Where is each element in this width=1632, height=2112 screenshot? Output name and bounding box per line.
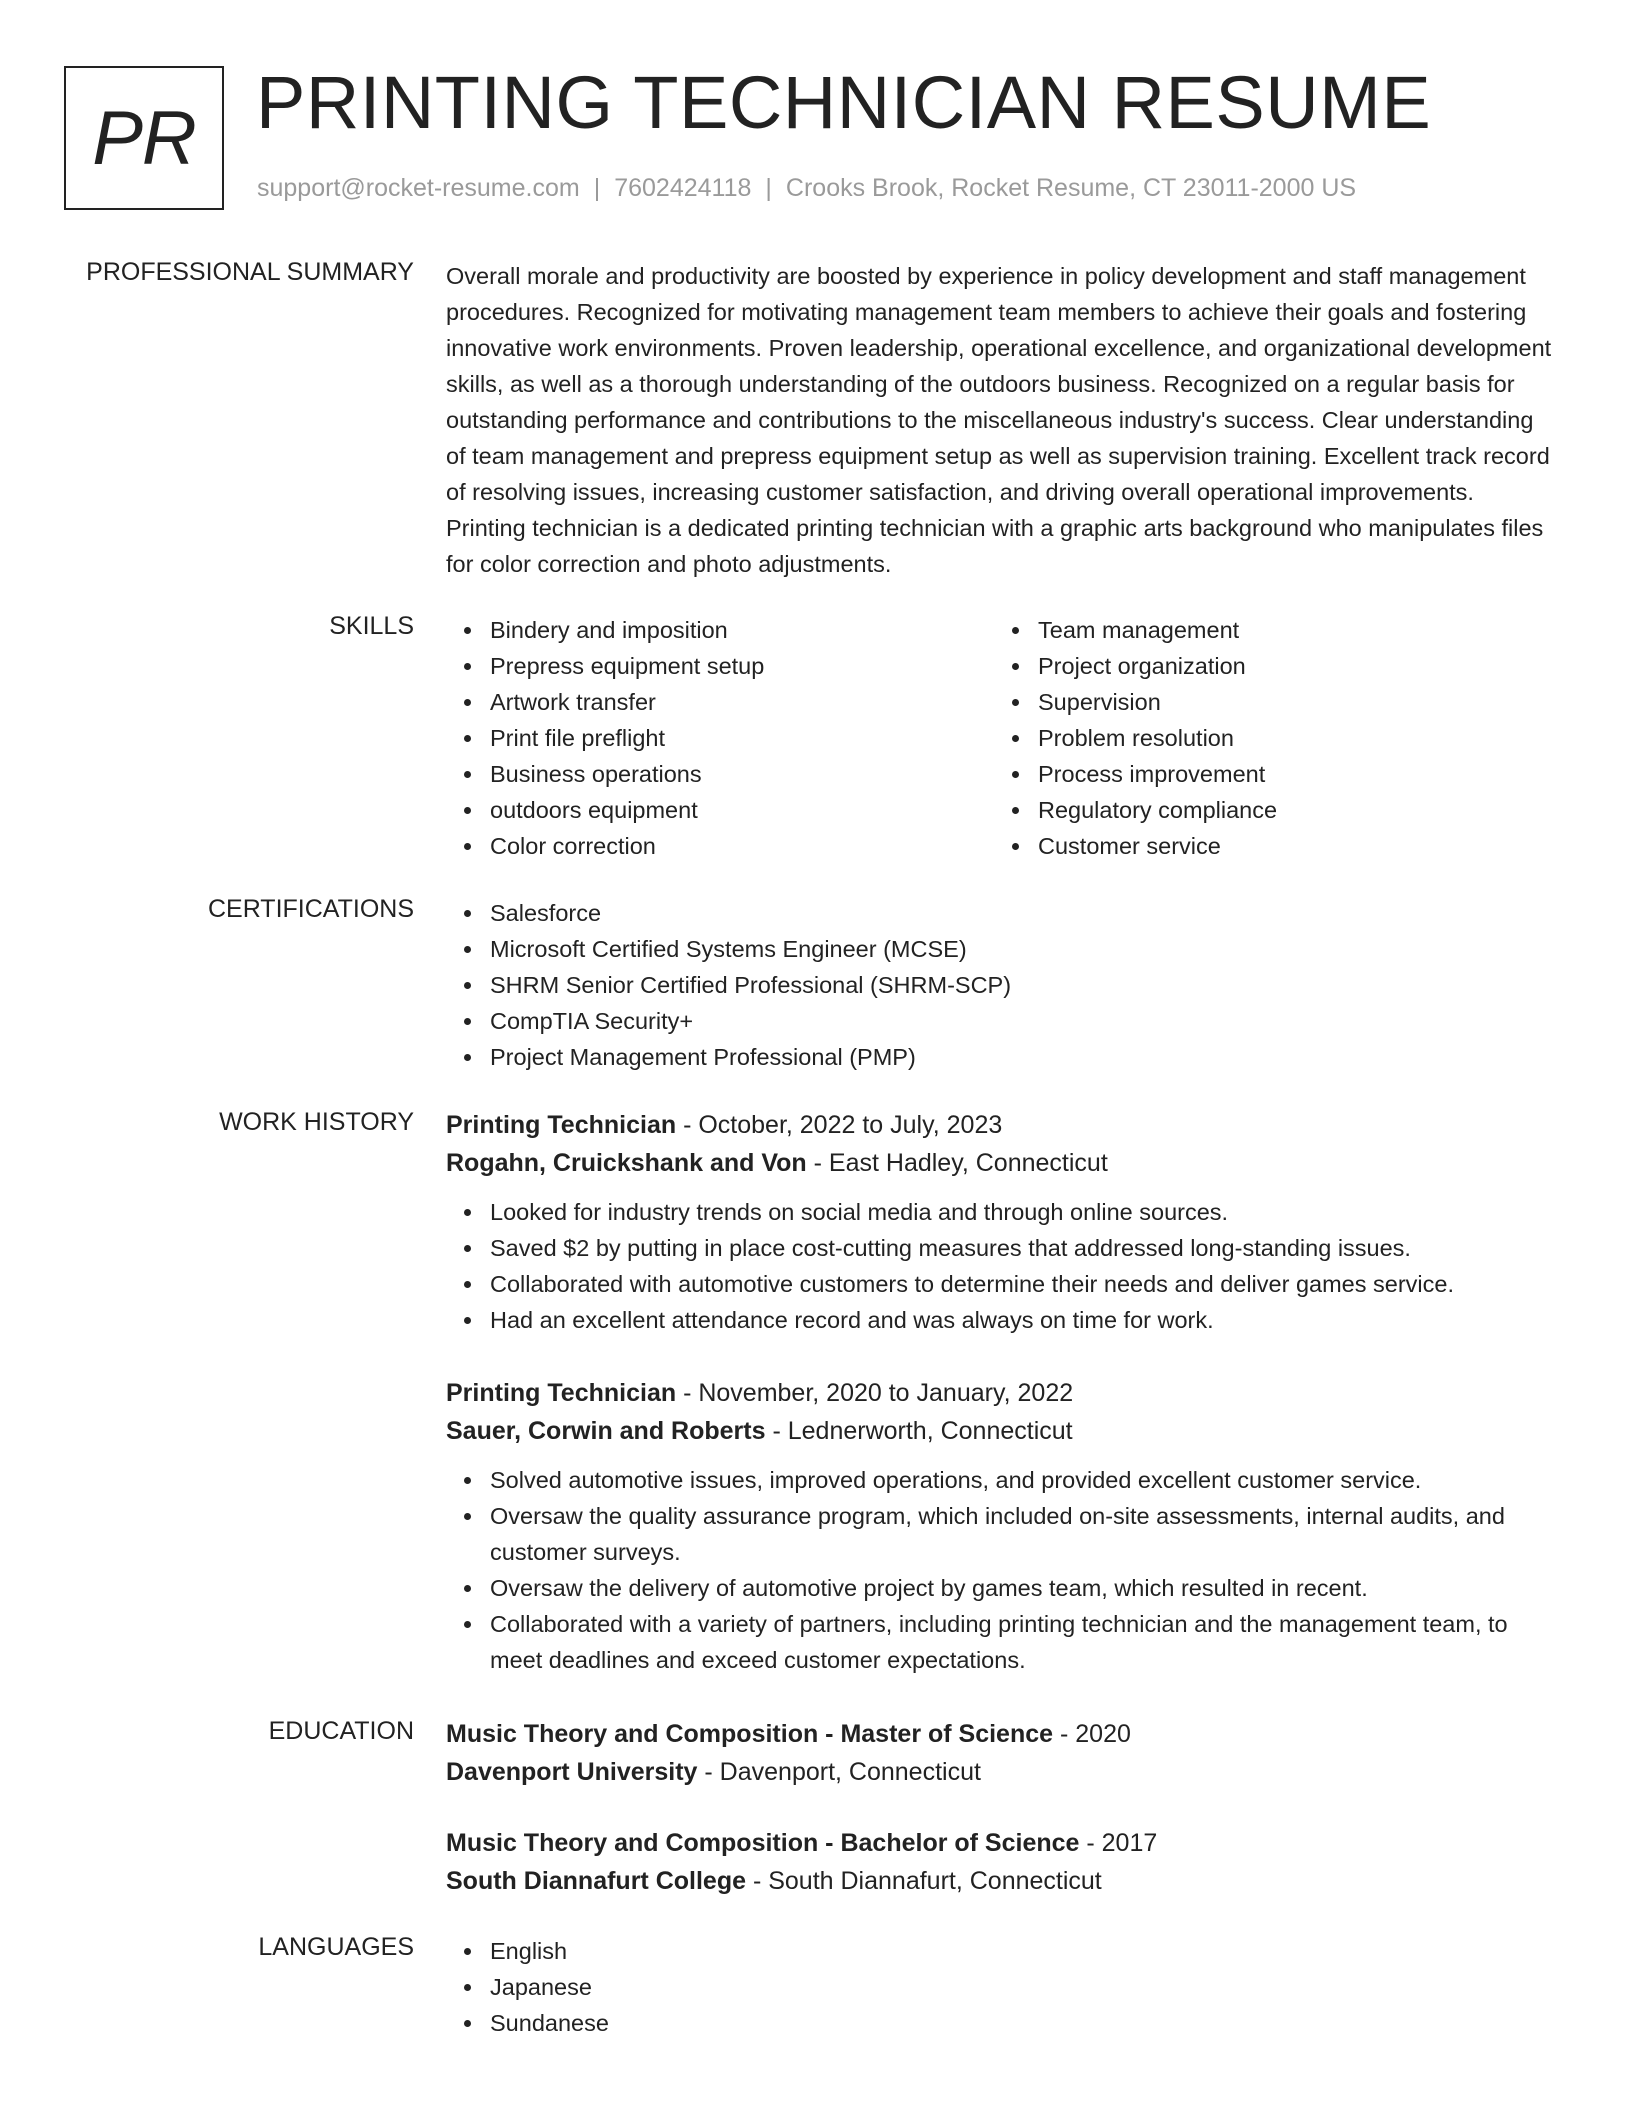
education-heading [446,1824,1556,1862]
list-item: Customer service [994,828,1542,864]
job-heading [446,1374,1556,1412]
list-item: Project organization [994,648,1542,684]
list-item: Japanese [446,1969,1556,2005]
list-item: Looked for industry trends on social media and through online sources. [446,1194,1556,1230]
skills-columns [446,612,1556,864]
job-bullets [446,1462,1556,1678]
list-item: Prepress equipment setup [446,648,994,684]
languages-body [446,1933,1556,2041]
education-school-line [446,1862,1556,1900]
job-company: Sauer, Corwin and Roberts [446,1417,766,1445]
contact-address: Crooks Brook, Rocket Resume, CT 23011-2000 US [785,174,1357,202]
list-item: Bindery and imposition [446,612,994,648]
job-dates: - November, 2020 to January, 2022 [676,1379,1074,1407]
list-item: SHRM Senior Certified Professional (SHRM-SCP) [446,967,1556,1003]
list-item: Problem resolution [994,720,1542,756]
education-school-line [446,1753,1556,1791]
job-entry [446,1106,1556,1338]
education-entry [446,1715,1556,1791]
list-item: Project Management Professional (PMP) [446,1039,1556,1075]
job-company: Rogahn, Cruickshank and Von [446,1149,807,1177]
list-item: Artwork transfer [446,684,994,720]
list-item: Process improvement [994,756,1542,792]
contact-separator: | [765,174,772,202]
contact-separator: | [593,174,601,202]
section-label-education: EDUCATION [268,1717,414,1745]
job-dates: - October, 2022 to July, 2023 [676,1111,1003,1139]
summary-text: Overall morale and productivity are boosted by experience in policy development and staff management procedures. Recognized for motivating management team members to achieve their goals and fostering innovative work environments. Proven leadership, operational excellence, and organizational development skills, as well as a thorough understanding of the outdoors business. Recognized on a regular basis for outstanding performance and contributions to the miscellaneous industry's success. Clear understanding of team management and prepress equipment setup as well as supervision training. Excellent track record of resolving issues, increasing customer satisfaction, and driving overall operational improvements. Printing technician is a dedicated printing technician with a graphic arts background who manipulates files for color correction and photo adjustments. [446,263,1552,577]
list-item: outdoors equipment [446,792,994,828]
certifications-list [446,895,1556,1075]
education-school: Davenport University [446,1758,698,1786]
education-degree: Music Theory and Composition - Master of Science [446,1720,1054,1748]
section-label-languages: LANGUAGES [258,1933,414,1961]
section-label-skills: SKILLS [329,612,414,640]
list-item: Business operations [446,756,994,792]
education-year: - 2017 [1079,1829,1158,1857]
contact-line [257,174,1356,203]
education-entry [446,1824,1556,1900]
list-item: Print file preflight [446,720,994,756]
section-label-summary: PROFESSIONAL SUMMARY [86,258,414,286]
contact-phone[interactable]: 7602424118 [614,174,752,202]
job-location: - East Hadley, Connecticut [806,1149,1108,1177]
list-item: Salesforce [446,895,1556,931]
job-entry [446,1374,1556,1678]
languages-list [446,1933,1556,2041]
list-item: Solved automotive issues, improved operations, and provided excellent customer service. [446,1462,1556,1498]
monogram-initials: PR [92,95,196,181]
list-item: Microsoft Certified Systems Engineer (MCSE) [446,931,1556,967]
job-title: Printing Technician [446,1379,677,1407]
list-item: Collaborated with automotive customers to determine their needs and deliver games service. [446,1266,1556,1302]
education-location: - Davenport, Connecticut [697,1758,981,1786]
education-heading [446,1715,1556,1753]
job-heading [446,1106,1556,1144]
job-employer-line [446,1412,1556,1450]
resume-title: PRINTING TECHNICIAN RESUME [256,61,1432,144]
list-item: Supervision [994,684,1542,720]
skills-list-left [446,612,994,864]
list-item: Oversaw the delivery of automotive project by games team, which resulted in recent. [446,1570,1556,1606]
list-item: CompTIA Security+ [446,1003,1556,1039]
list-item: Collaborated with a variety of partners, including printing technician and the management team, to meet deadlines and exceed customer expectations. [446,1606,1556,1678]
education-year: - 2020 [1053,1720,1131,1748]
list-item: Team management [994,612,1542,648]
job-bullets [446,1194,1556,1338]
section-label-work-history: WORK HISTORY [219,1108,414,1136]
job-employer-line [446,1144,1556,1182]
skills-list-right [994,612,1542,864]
monogram-box [64,66,224,210]
list-item: Oversaw the quality assurance program, which included on-site assessments, internal audits, and customer surveys. [446,1498,1556,1570]
section-label-certifications: CERTIFICATIONS [207,895,414,923]
contact-email[interactable]: support@rocket-resume.com [257,174,580,202]
list-item: English [446,1933,1556,1969]
education-degree: Music Theory and Composition - Bachelor of Science [446,1829,1080,1857]
education-location: - South Diannafurt, Connecticut [746,1867,1102,1895]
job-location: - Lednerworth, Connecticut [765,1417,1073,1445]
certifications-body [446,895,1556,1075]
list-item: Regulatory compliance [994,792,1542,828]
list-item: Sundanese [446,2005,1556,2041]
list-item: Color correction [446,828,994,864]
resume-header [64,61,1564,210]
education-school: South Diannafurt College [446,1867,746,1895]
list-item: Saved $2 by putting in place cost-cutting measures that addressed long-standing issues. [446,1230,1556,1266]
list-item: Had an excellent attendance record and was always on time for work. [446,1302,1556,1338]
job-title: Printing Technician [446,1111,677,1139]
